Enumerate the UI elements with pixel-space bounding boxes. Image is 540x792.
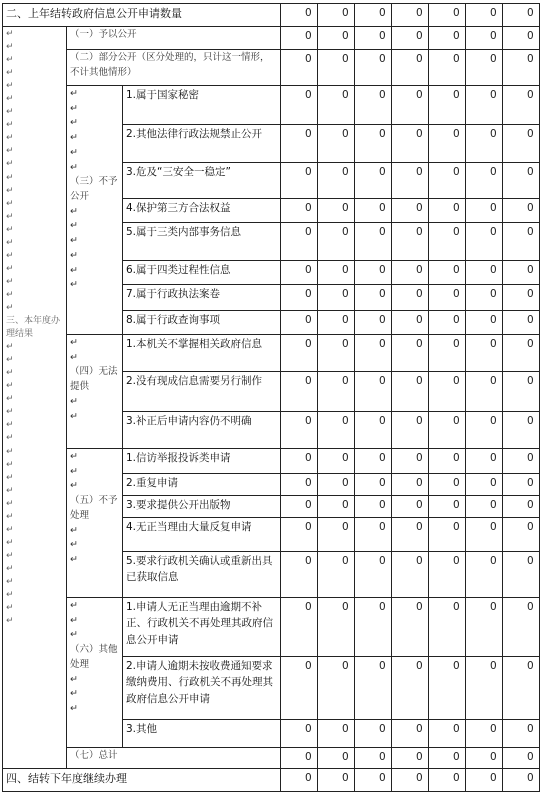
return-mark: ↵ [6,185,14,196]
count-cell: 0 [466,412,503,449]
count-cell: 0 [318,223,355,261]
count-cell: 0 [281,125,318,163]
count-cell: 0 [392,720,429,748]
group-label-text: （四）无法提供 [70,366,118,393]
return-mark: ↵ [6,355,14,366]
count-cell: 0 [429,4,466,27]
count-cell: 0 [281,199,318,223]
count-cell: 0 [281,27,318,50]
return-mark: ↵ [70,205,78,217]
return-mark: ↵ [6,172,14,183]
return-mark: ↵ [6,211,14,222]
return-mark: ↵ [6,198,14,209]
count-cell: 0 [355,199,392,223]
return-mark: ↵ [6,42,14,53]
count-cell: 0 [466,4,503,27]
count-cell: 0 [281,518,318,552]
count-cell: 0 [281,50,318,86]
count-cell: 0 [318,125,355,163]
return-mark: ↵ [6,68,14,79]
return-mark: ↵ [6,81,14,92]
count-cell: 0 [392,199,429,223]
count-cell: 0 [355,720,392,748]
return-mark: ↵ [6,55,14,66]
table-row [3,335,540,372]
item-label: 5.要求行政机关确认或重新出具已获取信息 [123,552,281,598]
item-label: 3.要求提供公开出版物 [123,496,281,518]
return-mark: ↵ [6,485,14,496]
count-cell: 0 [503,335,540,372]
application-stats-table [2,3,540,792]
count-cell: 0 [281,474,318,496]
table-row [3,449,540,474]
count-cell: 0 [466,163,503,199]
count-cell: 0 [503,474,540,496]
table-row [3,598,540,657]
count-cell: 0 [466,311,503,335]
count-cell: 0 [429,449,466,474]
return-mark: ↵ [6,381,14,392]
return-mark: ↵ [6,289,14,300]
table-row [3,748,540,769]
count-cell: 0 [392,261,429,285]
return-mark: ↵ [6,159,14,170]
return-mark: ↵ [6,94,14,105]
count-cell: 0 [466,285,503,311]
count-cell: 0 [318,449,355,474]
count-cell: 0 [281,223,318,261]
count-cell: 0 [466,720,503,748]
return-mark: ↵ [6,29,14,39]
return-mark: ↵ [6,433,14,444]
item-label: 2.重复申请 [123,474,281,496]
return-mark: ↵ [6,133,14,144]
return-mark: ↵ [6,394,14,405]
count-cell: 0 [392,125,429,163]
item-label: 1.属于国家秘密 [123,86,281,125]
return-mark: ↵ [6,120,14,131]
count-cell: 0 [392,552,429,598]
count-cell: 0 [429,474,466,496]
return-mark: ↵ [70,235,78,247]
item-label: 2.没有现成信息需要另行制作 [123,372,281,412]
count-cell: 0 [429,769,466,792]
count-cell: 0 [281,657,318,720]
return-mark: ↵ [70,451,78,462]
count-cell: 0 [466,261,503,285]
count-cell: 0 [318,335,355,372]
count-cell: 0 [355,657,392,720]
return-mark: ↵ [6,616,14,627]
count-cell: 0 [355,449,392,474]
count-cell: 0 [281,261,318,285]
return-mark: ↵ [6,498,14,509]
return-mark: ↵ [6,563,14,574]
count-cell: 0 [318,474,355,496]
count-cell: 0 [429,598,466,657]
return-mark: ↵ [6,511,14,522]
return-mark: ↵ [70,146,78,158]
count-cell: 0 [355,412,392,449]
count-cell: 0 [318,412,355,449]
count-cell: 0 [392,518,429,552]
count-cell: 0 [281,163,318,199]
count-cell: 0 [503,598,540,657]
count-cell: 0 [429,261,466,285]
return-mark: ↵ [6,224,14,235]
count-cell: 0 [466,598,503,657]
count-cell: 0 [355,552,392,598]
count-cell: 0 [429,223,466,261]
count-cell: 0 [503,372,540,412]
return-mark: ↵ [6,237,14,248]
return-mark: ↵ [6,420,14,431]
return-mark: ↵ [6,263,14,274]
count-cell: 0 [355,50,392,86]
item-label: 3.补正后申请内容仍不明确 [123,412,281,449]
return-mark: ↵ [70,465,78,477]
item-label: 5.属于三类内部事务信息 [123,223,281,261]
count-cell: 0 [466,372,503,412]
return-mark: ↵ [70,600,78,611]
count-cell: 0 [318,86,355,125]
count-cell: 0 [503,449,540,474]
count-cell: 0 [503,496,540,518]
return-mark: ↵ [70,554,78,566]
return-mark: ↵ [70,279,78,291]
count-cell: 0 [429,372,466,412]
return-mark: ↵ [70,220,78,232]
item-label: 1.信访举报投诉类申请 [123,449,281,474]
return-mark: ↵ [6,603,14,614]
table-row [3,27,540,50]
count-cell: 0 [503,769,540,792]
return-mark: ↵ [6,250,14,261]
return-mark: ↵ [6,537,14,548]
count-cell: 0 [503,412,540,449]
return-mark: ↵ [6,472,14,483]
count-cell: 0 [355,769,392,792]
count-cell: 0 [392,163,429,199]
table-row [3,50,540,86]
count-cell: 0 [318,163,355,199]
return-mark: ↵ [6,302,14,313]
return-mark: ↵ [70,410,78,422]
return-mark: ↵ [70,102,78,114]
count-cell: 0 [392,50,429,86]
count-cell: 0 [503,50,540,86]
count-cell: 0 [355,748,392,769]
annual-result-label: 三、本年度办理结果 [6,316,61,340]
return-mark: ↵ [6,342,14,353]
item-label: 2.申请人逾期未按收费通知要求缴纳费用、行政机关不再处理其政府信息公开申请 [123,657,281,720]
count-cell: 0 [281,412,318,449]
count-cell: 0 [503,4,540,27]
count-cell: 0 [318,720,355,748]
return-mark: ↵ [6,524,14,535]
group-label-g3 [67,86,123,335]
count-cell: 0 [281,769,318,792]
return-mark: ↵ [70,673,78,685]
return-mark: ↵ [6,590,14,601]
count-cell: 0 [429,125,466,163]
count-cell: 0 [318,27,355,50]
count-cell: 0 [392,598,429,657]
count-cell: 0 [466,449,503,474]
count-cell: 0 [281,311,318,335]
count-cell: 0 [503,27,540,50]
return-mark: ↵ [6,459,14,470]
return-mark: ↵ [70,395,78,407]
count-cell: 0 [318,199,355,223]
count-cell: 0 [281,720,318,748]
count-cell: 0 [355,335,392,372]
count-cell: 0 [466,518,503,552]
row-label-annual-result [3,27,67,769]
count-cell: 0 [429,412,466,449]
count-cell: 0 [318,518,355,552]
return-mark: ↵ [70,264,78,276]
group-label-text: （三）不予公开 [70,176,118,203]
return-mark: ↵ [6,407,14,418]
count-cell: 0 [429,199,466,223]
count-cell: 0 [466,552,503,598]
count-cell: 0 [318,285,355,311]
count-cell: 0 [429,657,466,720]
count-cell: 0 [503,311,540,335]
count-cell: 0 [355,223,392,261]
count-cell: 0 [318,598,355,657]
count-cell: 0 [392,86,429,125]
count-cell: 0 [429,552,466,598]
return-mark: ↵ [70,249,78,261]
table-body [3,4,540,792]
count-cell: 0 [355,285,392,311]
count-cell: 0 [355,4,392,27]
count-cell: 0 [392,474,429,496]
count-cell: 0 [355,474,392,496]
count-cell: 0 [466,125,503,163]
count-cell: 0 [281,552,318,598]
count-cell: 0 [503,125,540,163]
count-cell: 0 [466,474,503,496]
count-cell: 0 [281,335,318,372]
group-label-g6 [67,598,123,748]
row-label-carry-next: 四、结转下年度继续办理 [3,769,281,792]
count-cell: 0 [318,748,355,769]
count-cell: 0 [318,657,355,720]
return-mark: ↵ [6,276,14,287]
count-cell: 0 [429,748,466,769]
group-label-g5 [67,449,123,598]
item-label: 3.其他 [123,720,281,748]
count-cell: 0 [355,261,392,285]
count-cell: 0 [429,50,466,86]
return-mark: ↵ [6,107,14,118]
return-mark: ↵ [70,351,78,363]
count-cell: 0 [392,496,429,518]
count-cell: 0 [318,261,355,285]
count-cell: 0 [392,449,429,474]
count-cell: 0 [281,496,318,518]
count-cell: 0 [392,657,429,720]
count-cell: 0 [503,285,540,311]
count-cell: 0 [355,496,392,518]
count-cell: 0 [503,720,540,748]
count-cell: 0 [466,769,503,792]
count-cell: 0 [392,769,429,792]
count-cell: 0 [466,748,503,769]
count-cell: 0 [318,4,355,27]
count-cell: 0 [503,261,540,285]
return-mark: ↵ [70,161,78,173]
group-label-text: （六）其他处理 [70,644,118,670]
return-mark: ↵ [70,703,78,715]
count-cell: 0 [466,223,503,261]
count-cell: 0 [466,199,503,223]
count-cell: 0 [392,372,429,412]
count-cell: 0 [392,335,429,372]
count-cell: 0 [392,311,429,335]
count-cell: 0 [281,748,318,769]
return-mark: ↵ [6,146,14,157]
count-cell: 0 [281,372,318,412]
count-cell: 0 [466,657,503,720]
return-mark: ↵ [6,550,14,561]
item-label: 6.属于四类过程性信息 [123,261,281,285]
count-cell: 0 [281,4,318,27]
count-cell: 0 [355,518,392,552]
count-cell: 0 [355,163,392,199]
item-label: 3.危及“三安全一稳定” [123,163,281,199]
count-cell: 0 [318,50,355,86]
return-mark: ↵ [6,576,14,587]
return-mark: ↵ [70,688,78,700]
count-cell: 0 [429,163,466,199]
item-label: 2.其他法律行政法规禁止公开 [123,125,281,163]
count-cell: 0 [503,748,540,769]
count-cell: 0 [429,496,466,518]
return-mark: ↵ [70,117,78,129]
item-label: 4.保护第三方合法权益 [123,199,281,223]
return-mark: ↵ [70,480,78,492]
count-cell: 0 [355,125,392,163]
count-cell: 0 [318,311,355,335]
count-cell: 0 [466,496,503,518]
count-cell: 0 [318,769,355,792]
group-label-g4 [67,335,123,449]
count-cell: 0 [392,27,429,50]
count-cell: 0 [429,720,466,748]
count-cell: 0 [355,27,392,50]
return-mark: ↵ [70,132,78,144]
return-mark: ↵ [70,614,78,626]
count-cell: 0 [281,86,318,125]
count-cell: 0 [392,223,429,261]
return-mark: ↵ [70,88,78,99]
count-cell: 0 [466,27,503,50]
count-cell: 0 [392,4,429,27]
count-cell: 0 [429,27,466,50]
count-cell: 0 [503,657,540,720]
item-label: 4.无正当理由大量反复申请 [123,518,281,552]
count-cell: 0 [392,748,429,769]
return-mark: ↵ [70,337,78,348]
count-cell: 0 [466,86,503,125]
table-row [3,769,540,792]
item-label: 7.属于行政执法案卷 [123,285,281,311]
count-cell: 0 [466,335,503,372]
count-cell: 0 [355,372,392,412]
count-cell: 0 [355,86,392,125]
return-mark: ↵ [70,539,78,551]
row-label-partial: （二）部分公开（区分处理的，只计这一情形，不计其他情形） [67,50,281,86]
count-cell: 0 [318,372,355,412]
return-mark: ↵ [70,524,78,536]
count-cell: 0 [318,552,355,598]
row-label-total: （七）总计 [67,748,281,769]
return-mark: ↵ [6,446,14,457]
count-cell: 0 [429,86,466,125]
count-cell: 0 [318,496,355,518]
return-mark: ↵ [70,629,78,641]
table-row [3,4,540,27]
count-cell: 0 [392,412,429,449]
count-cell: 0 [392,285,429,311]
count-cell: 0 [429,518,466,552]
count-cell: 0 [281,285,318,311]
count-cell: 0 [429,335,466,372]
count-cell: 0 [429,285,466,311]
row-label-disclose: （一）予以公开 [67,27,281,50]
count-cell: 0 [503,518,540,552]
item-label: 1.申请人无正当理由逾期不补正、行政机关不再处理其政府信息公开申请 [123,598,281,657]
count-cell: 0 [503,223,540,261]
row-label-carryover: 二、上年结转政府信息公开申请数量 [3,4,281,27]
table-row [3,86,540,125]
count-cell: 0 [503,86,540,125]
count-cell: 0 [281,598,318,657]
count-cell: 0 [503,199,540,223]
count-cell: 0 [503,552,540,598]
item-label: 1.本机关不掌握相关政府信息 [123,335,281,372]
count-cell: 0 [281,449,318,474]
item-label: 8.属于行政查询事项 [123,311,281,335]
count-cell: 0 [466,50,503,86]
count-cell: 0 [429,311,466,335]
count-cell: 0 [355,311,392,335]
count-cell: 0 [503,163,540,199]
count-cell: 0 [355,598,392,657]
group-label-text: （五）不予处理 [70,495,118,521]
return-mark: ↵ [6,368,14,379]
